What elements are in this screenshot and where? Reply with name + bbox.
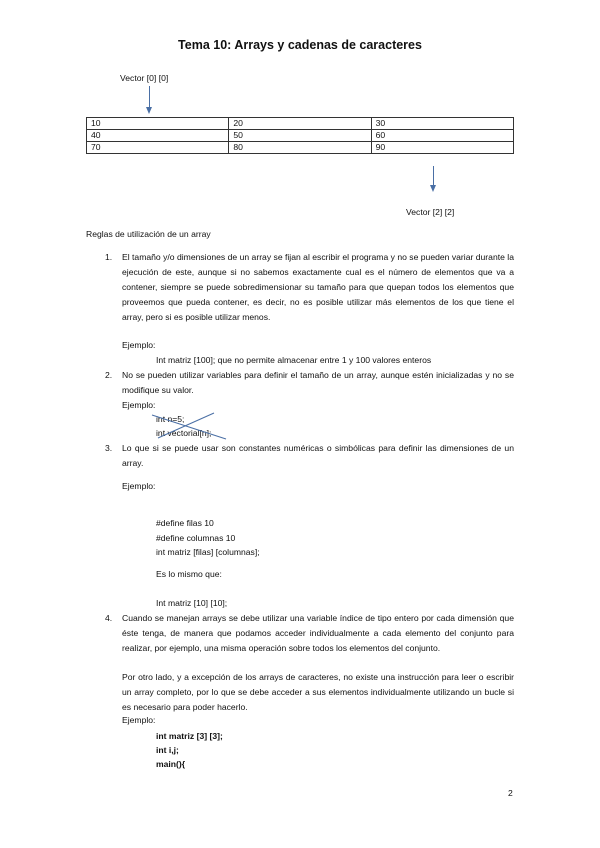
table-cell: 90 [371,142,513,154]
arrow-down-top-icon [149,86,150,108]
list-number: 1. [105,252,113,262]
table-cell: 30 [371,118,513,130]
table-cell: 10 [87,118,229,130]
list-number: 2. [105,370,113,380]
table-cell: 80 [229,142,371,154]
array-table [86,117,514,154]
code-line: int i,j; [156,745,179,755]
table-cell: 60 [371,130,513,142]
code-line: int matriz [filas] [columnas]; [156,547,260,557]
example-label: Ejemplo: [122,481,156,491]
table-row [87,130,514,142]
equivalent-code: Int matriz [10] [10]; [156,598,228,608]
code-line: int vectorial[n]; [156,428,212,438]
arrowhead-bottom-icon [430,185,436,192]
table-cell: 20 [229,118,371,130]
list-item-text: El tamaño y/o dimensiones de un array se fijan al escribir el programa y no se pueden variar durante la ejecución de este, aunque si no sabemos exactamente cual es el número de elementos que va a contener, siempre se puede sobredimensionar su tamaño para que quepan todos los elementos que proveemos que pueda contener, es decir, no es posible utilizar más elementos de los que tiene el array, pero si es posible utilizar menos. [122,252,514,322]
vector-label-bottom: Vector [2] [2] [406,207,455,217]
code-line: main(){ [156,759,186,769]
code-line: int n=5; [156,414,185,424]
list-item-text: Lo que si se puede usar son constantes numéricas o simbólicas para definir las dimensiones de un array. [122,443,514,468]
table-cell: 40 [87,130,229,142]
code-line: #define columnas 10 [156,533,236,543]
vector-label-top: Vector [0] [0] [120,73,169,83]
list-item-text-continued: Por otro lado, y a excepción de los arrays de caracteres, no existe una instrucción para leer o escribir un array completo, por lo que se debe acceder a sus elementos individualmente utilizando un bucle si es necesario para poder hacerlo. [122,672,514,712]
table-row [87,142,514,154]
example-label: Ejemplo: [122,715,156,725]
list-number: 3. [105,443,113,453]
page-number: 2 [508,788,513,798]
code-line: int matriz [3] [3]; [156,731,223,741]
list-item-text: Cuando se manejan arrays se debe utilizar una variable índice de tipo entero por cada dimensión que éste tenga, de manera que podamos acceder individualmente a cada elemento del conjunto para realizar, por ejemplo, una misma operación sobre todos los elementos del conjunto. [122,613,514,653]
same-as-label: Es lo mismo que: [156,569,222,579]
example-label: Ejemplo: [122,400,156,410]
code-line: #define filas 10 [156,518,214,528]
page-title: Tema 10: Arrays y cadenas de caracteres [178,38,422,52]
table-cell: 70 [87,142,229,154]
rules-heading: Reglas de utilización de un array [86,229,211,239]
example-code: Int matriz [100]; que no permite almacenar entre 1 y 100 valores enteros [156,355,432,365]
arrowhead-top-icon [146,107,152,114]
list-item-text: No se pueden utilizar variables para definir el tamaño de un array, aunque estén inicializadas y no se modifique su valor. [122,370,514,395]
list-number: 4. [105,613,113,623]
arrow-down-bottom-icon [433,166,434,186]
example-label: Ejemplo: [122,340,156,350]
table-row [87,118,514,130]
strike-cross-icon [150,411,230,441]
table-cell: 50 [229,130,371,142]
